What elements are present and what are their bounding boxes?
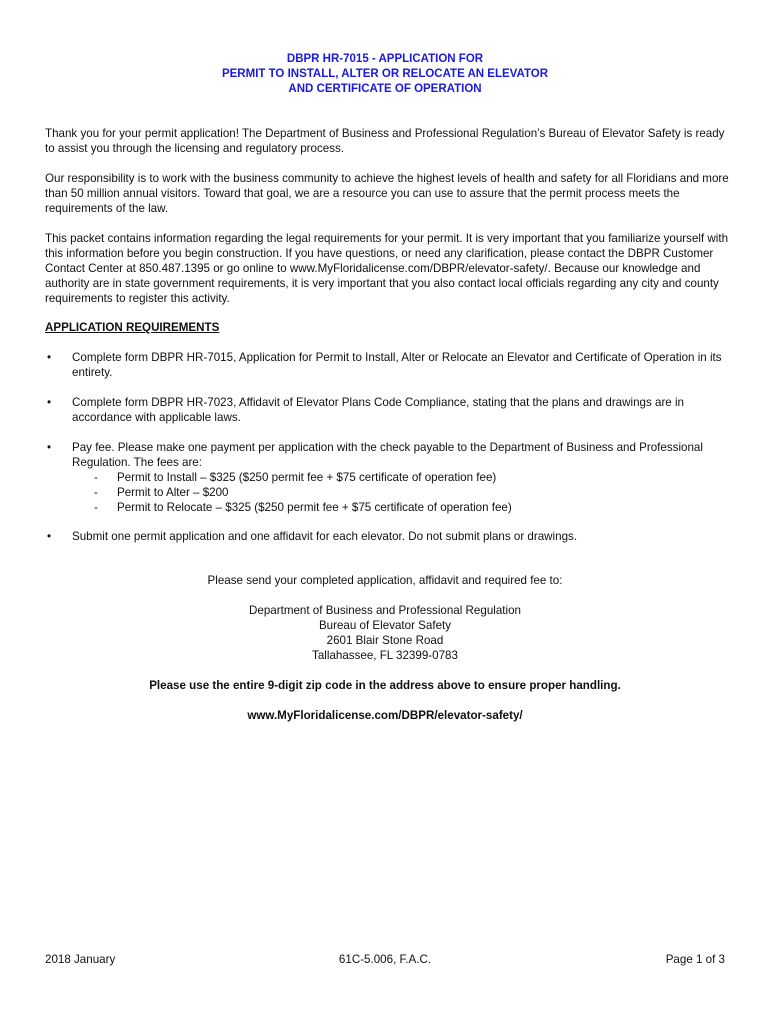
fee-alter: Permit to Alter – $200 xyxy=(117,486,229,499)
title-line-3: AND CERTIFICATE OF OPERATION xyxy=(288,83,482,95)
document-title xyxy=(0,52,770,97)
fee-item xyxy=(90,470,730,485)
footer-date: 2018 January xyxy=(45,953,116,966)
send-instruction: Please send your completed application, affidavit and required fee to: xyxy=(207,574,563,587)
requirement-text: Complete form DBPR HR-7023, Affidavit of Elevator Plans Code Compliance, stating that the plans and drawings are in accordance with applicable laws. xyxy=(72,396,684,424)
requirement-item xyxy=(45,395,730,425)
address-line: Bureau of Elevator Safety xyxy=(318,619,452,632)
intro-paragraph: Thank you for your permit application! The Department of Business and Professional Regulation’s Bureau of Elevator Safety is ready to assist you through the licensing and regulatory process. xyxy=(45,127,725,155)
requirement-item xyxy=(45,350,730,380)
bullet-icon: • xyxy=(47,530,52,543)
title-line-2: PERMIT TO INSTALL, ALTER OR RELOCATE AN ELEVATOR xyxy=(221,68,549,80)
requirement-item xyxy=(45,440,730,515)
dash-icon: - xyxy=(94,486,98,499)
packet-info-paragraph: This packet contains information regarding the legal requirements for your permit. It is very important that you familiarize yourself with this information before you begin construction. If you have questions, or need any clarification, please contact the DBPR Customer Contact Center at 850.487.1395 or go online to www.MyFloridalicense.com/DBPR/elevator-safety/. Because our knowledge and authority are in state government requirements, it is very important that you also contact local officials regarding any city and county requirements to register this activity. xyxy=(45,232,729,305)
requirement-text: Pay fee. Please make one payment per application with the check payable to the Department of Business and Professional Regulation. The fees are: xyxy=(72,441,703,469)
requirement-text: Submit one permit application and one affidavit for each elevator. Do not submit plans or drawings. xyxy=(72,530,578,543)
bullet-icon: • xyxy=(47,396,52,409)
requirements-heading: APPLICATION REQUIREMENTS xyxy=(45,321,220,334)
dash-icon: - xyxy=(94,471,98,484)
mailing-address xyxy=(0,603,770,663)
dash-icon: - xyxy=(94,501,98,514)
bullet-icon: • xyxy=(47,351,52,364)
website-url: www.MyFloridalicense.com/DBPR/elevator-safety/ xyxy=(247,709,523,722)
address-line: Tallahassee, FL 32399-0783 xyxy=(312,649,458,662)
footer-rule: 61C-5.006, F.A.C. xyxy=(338,953,432,966)
fee-item xyxy=(90,500,730,515)
address-line: 2601 Blair Stone Road xyxy=(326,634,444,647)
fee-install: Permit to Install – $325 ($250 permit fee + $75 certificate of operation fee) xyxy=(117,471,497,484)
fee-item xyxy=(90,485,730,500)
address-line: Department of Business and Professional Regulation xyxy=(249,604,521,617)
fee-relocate: Permit to Relocate – $325 ($250 permit fee + $75 certificate of operation fee) xyxy=(117,501,512,514)
zip-code-note: Please use the entire 9-digit zip code in the address above to ensure proper handling. xyxy=(149,679,621,692)
bullet-icon: • xyxy=(47,441,52,454)
responsibility-paragraph: Our responsibility is to work with the business community to achieve the highest levels of health and safety for all Floridians and more than 50 million annual visitors. Toward that goal, we are a resource you can use to assure that the permit process meets the requirements of the law. xyxy=(45,172,729,215)
title-line-1: DBPR HR-7015 - APPLICATION FOR xyxy=(286,53,484,65)
footer-page-number: Page 1 of 3 xyxy=(665,953,725,966)
requirement-item xyxy=(45,529,730,544)
requirement-text: Complete form DBPR HR-7015, Application for Permit to Install, Alter or Relocate an Elevator and Certificate of Operation in its entirety. xyxy=(72,351,722,379)
